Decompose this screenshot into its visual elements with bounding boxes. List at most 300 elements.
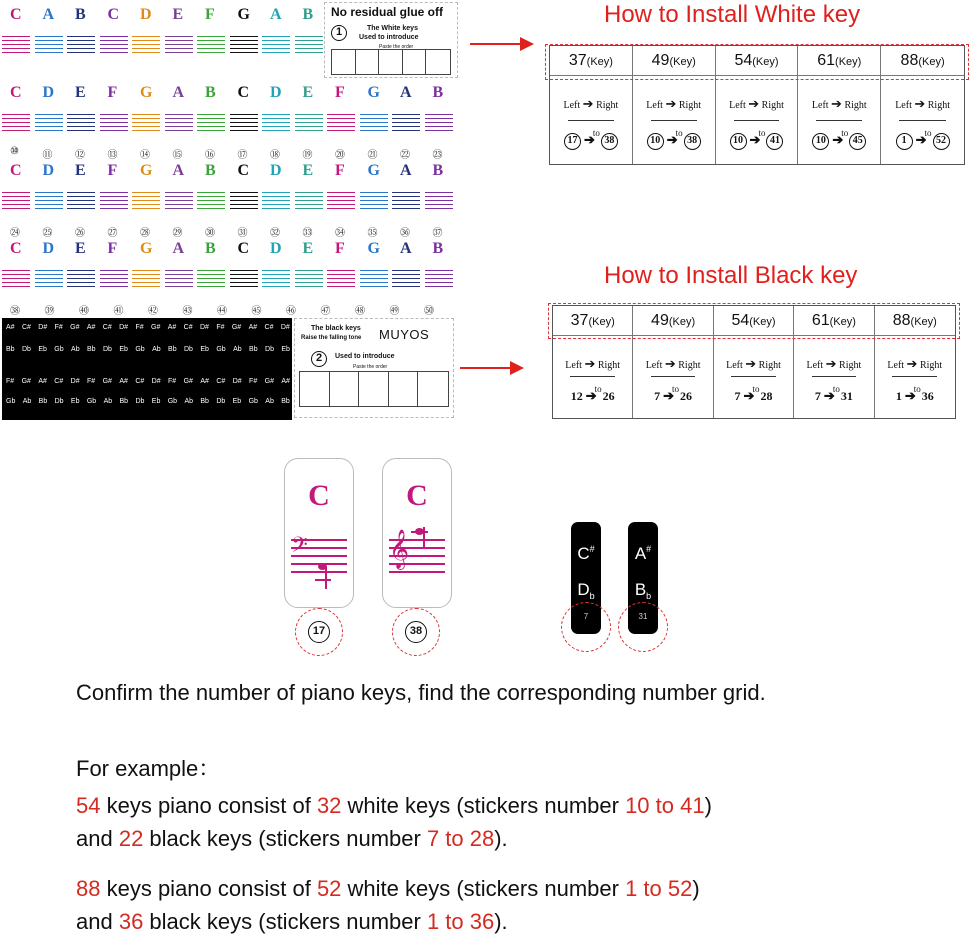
black-note-label: Eb bbox=[70, 398, 80, 405]
sticker-number: ㉖ bbox=[75, 228, 85, 239]
mini-staff bbox=[35, 114, 63, 132]
white-keys-card bbox=[324, 2, 458, 78]
bass-staff bbox=[291, 533, 347, 573]
sharp-label: C# bbox=[577, 544, 595, 563]
from-number: 7 bbox=[734, 389, 741, 403]
sticker-number: ㉘ bbox=[140, 228, 150, 239]
mini-staff bbox=[165, 114, 193, 132]
black-note-label: Bb bbox=[6, 346, 15, 353]
mini-staff bbox=[100, 114, 128, 132]
key-count: 61(Key) bbox=[798, 46, 880, 76]
note-letter: F bbox=[107, 240, 118, 257]
key-count: 37(Key) bbox=[553, 306, 632, 336]
sticker-number: ㉗ bbox=[107, 228, 118, 239]
sticker-number: ㉑ bbox=[367, 150, 378, 161]
mini-staff bbox=[100, 270, 128, 288]
left-right-label: Left ➔ Right bbox=[887, 356, 943, 371]
sticker-number: ⑯ bbox=[205, 150, 215, 161]
black-sticker-number: 7 bbox=[583, 612, 589, 621]
arrow-right-icon: ➔ bbox=[664, 356, 676, 371]
white-sticker-number-ring bbox=[295, 608, 343, 656]
note-letter: A bbox=[172, 240, 185, 257]
flat-label: $D_b$ bbox=[577, 580, 595, 602]
example-54-line-1: 54 keys piano consist of 32 white keys (stickers number 10 to 41) bbox=[76, 793, 712, 818]
from-number: 7 bbox=[654, 389, 661, 403]
note-letter: G bbox=[367, 240, 380, 257]
black-note-label: C# bbox=[183, 324, 193, 331]
black-note-label: Ab bbox=[265, 398, 274, 405]
arrow-right-icon: ➔ bbox=[915, 132, 927, 147]
white-card-caption: Paste the order bbox=[379, 44, 414, 50]
black-note-label: C# bbox=[21, 324, 31, 331]
white-sticker-number: 17 bbox=[308, 621, 330, 643]
from-number: 17 bbox=[564, 133, 581, 150]
black-sticker-row bbox=[6, 398, 290, 405]
note-letter: E bbox=[75, 84, 86, 101]
mini-staff bbox=[392, 270, 420, 288]
note-letter: A bbox=[400, 84, 412, 101]
separator-line bbox=[734, 120, 780, 121]
black-note-label: F# bbox=[249, 378, 258, 385]
black-note-label: Ab bbox=[233, 346, 242, 353]
black-note-label: A# bbox=[38, 378, 47, 385]
mini-staff bbox=[230, 192, 258, 210]
black-note-label: Eb bbox=[281, 346, 290, 353]
black-note-label: Bb bbox=[200, 398, 209, 405]
mini-staff bbox=[197, 270, 225, 288]
sticker-number: ㊶ bbox=[113, 306, 124, 317]
black-sticker-number-ring bbox=[561, 602, 611, 652]
left-right-label: Left ➔ Right bbox=[563, 96, 619, 111]
black-note-label: Gb bbox=[216, 346, 226, 353]
to-number: 52 bbox=[933, 133, 950, 150]
note-letter: B bbox=[205, 240, 216, 257]
note-letter: E bbox=[75, 162, 86, 179]
sticker-number: ㉓ bbox=[432, 150, 443, 161]
black-note-label: Db bbox=[216, 398, 226, 405]
arrow-right-icon: ➔ bbox=[749, 132, 761, 147]
mini-staff bbox=[197, 36, 225, 54]
key-count: 54(Key) bbox=[714, 306, 793, 336]
to-number: 41 bbox=[766, 133, 783, 150]
separator-line bbox=[568, 120, 614, 121]
black-note-label: Bb bbox=[168, 346, 177, 353]
black-keys-card bbox=[294, 318, 454, 418]
from-number: 1 bbox=[895, 389, 902, 403]
instruction-line: Confirm the number of piano keys, find the corresponding number grid. bbox=[76, 680, 766, 705]
note-letter: E bbox=[302, 240, 314, 257]
note-letter: B bbox=[432, 240, 444, 257]
black-sticker-row bbox=[6, 346, 290, 353]
sticker-number: ㊻ bbox=[286, 306, 296, 317]
sticker-number: ㉒ bbox=[400, 150, 410, 161]
arrow-right-icon: ➔ bbox=[748, 96, 760, 111]
black-note-label: D# bbox=[151, 378, 161, 385]
white-card-subtitle: The White keys bbox=[367, 25, 418, 32]
black-sticker-row bbox=[6, 324, 290, 331]
key-count: 88(Key) bbox=[881, 46, 964, 76]
arrow-right-icon: ➔ bbox=[582, 96, 594, 111]
black-note-label: Db bbox=[184, 346, 193, 353]
black-card-heading: Used to introduce bbox=[335, 353, 395, 360]
sticker-range: 1 ➔$^{to}$ 36 bbox=[895, 384, 934, 403]
note-letter: C bbox=[237, 84, 250, 101]
black-note-label: G# bbox=[183, 378, 193, 385]
black-note-label: D# bbox=[70, 378, 80, 385]
mini-staff bbox=[2, 192, 30, 210]
arrow-right-icon: ➔ bbox=[906, 356, 918, 371]
arrow-to-black-table bbox=[460, 367, 522, 369]
black-note-label: Gb bbox=[54, 346, 64, 353]
separator-line bbox=[816, 120, 862, 121]
black-sticker-number-ring bbox=[618, 602, 668, 652]
mini-staff bbox=[132, 36, 160, 54]
mini-staff bbox=[197, 114, 225, 132]
note-letter: A bbox=[270, 6, 282, 23]
bass-clef-icon: 𝄢 bbox=[291, 533, 308, 563]
mini-staff bbox=[100, 36, 128, 54]
note-letter: F bbox=[335, 162, 345, 179]
from-number: 1 bbox=[896, 133, 913, 150]
note-letter: E bbox=[172, 6, 184, 23]
arrow-right-icon: ➔ bbox=[832, 132, 844, 147]
white-card-heading: Used to introduce bbox=[359, 34, 419, 41]
treble-clef-icon: 𝄞 bbox=[389, 529, 410, 569]
from-number: 7 bbox=[814, 389, 821, 403]
mini-staff bbox=[327, 270, 355, 288]
arrow-right-icon: ➔ bbox=[665, 96, 677, 111]
black-card-mini-table bbox=[299, 371, 449, 407]
mini-staff bbox=[35, 36, 63, 54]
mini-staff bbox=[132, 192, 160, 210]
white-sticker-number-ring bbox=[392, 608, 440, 656]
sticker-number: ㊺ bbox=[251, 306, 262, 317]
black-note-label: Eb bbox=[38, 346, 47, 353]
black-note-label: A# bbox=[167, 324, 177, 331]
sticker-range: 10 ➔$^{to}$ 38 bbox=[633, 132, 715, 150]
treble-staff bbox=[389, 529, 445, 573]
left-right-label: Left ➔ Right bbox=[729, 96, 784, 111]
black-note-label: C# bbox=[102, 324, 112, 331]
sticker-number: ⑩ bbox=[10, 146, 19, 157]
black-note-label: D# bbox=[38, 324, 48, 331]
sticker-number: ㉝ bbox=[302, 228, 313, 239]
mini-staff bbox=[425, 270, 453, 288]
sticker-range: 7 ➔$^{to}$ 26 bbox=[654, 384, 693, 403]
note-letter: B bbox=[432, 84, 444, 101]
black-note-label: D# bbox=[119, 324, 129, 331]
sticker-number: ⑰ bbox=[237, 150, 248, 161]
black-note-label: Gb bbox=[6, 398, 16, 405]
mini-staff bbox=[67, 114, 95, 132]
mini-staff bbox=[132, 114, 160, 132]
black-note-label: Gb bbox=[167, 398, 178, 405]
sticker-number: ㉚ bbox=[205, 228, 215, 239]
black-sticker-row bbox=[6, 378, 290, 385]
mini-staff bbox=[165, 270, 193, 288]
sticker-number: ㉙ bbox=[172, 228, 183, 239]
key-count: 37(Key) bbox=[550, 46, 632, 76]
black-note-label: G# bbox=[70, 324, 80, 331]
example-label: For example： bbox=[76, 756, 221, 781]
mini-staff bbox=[165, 192, 193, 210]
arrow-right-icon: ➔ bbox=[825, 356, 837, 371]
black-note-label: A# bbox=[248, 324, 258, 331]
left-right-label: Left ➔ Right bbox=[895, 96, 950, 111]
sticker-range: 1 ➔$^{to}$ 52 bbox=[881, 132, 964, 150]
sticker-number: ㊹ bbox=[217, 306, 227, 317]
sticker-range: 17 ➔$^{to}$ 38 bbox=[550, 132, 632, 150]
key-count: 61(Key) bbox=[794, 306, 873, 336]
sticker-number: ㊾ bbox=[389, 306, 400, 317]
mini-staff bbox=[2, 36, 30, 54]
black-install-heading: How to Install Black key bbox=[604, 262, 858, 289]
mini-staff bbox=[295, 36, 323, 54]
flat-label: $B_b$ bbox=[634, 580, 652, 602]
sticker-range: 10 ➔$^{to}$ 45 bbox=[798, 132, 880, 150]
sticker-number: ㉟ bbox=[367, 228, 378, 239]
sticker-number: ⑲ bbox=[302, 150, 313, 161]
note-letter: F bbox=[107, 84, 118, 101]
arrow-to-white-table bbox=[470, 43, 532, 45]
mini-staff bbox=[262, 114, 290, 132]
note-letter: G bbox=[140, 84, 153, 101]
sticker-range: 10 ➔$^{to}$ 41 bbox=[716, 132, 798, 150]
mini-staff bbox=[327, 192, 355, 210]
arrow-right-icon: ➔ bbox=[745, 356, 757, 371]
left-right-label: Left ➔ Right bbox=[811, 96, 867, 111]
white-sticker-treble bbox=[382, 458, 452, 608]
white-sticker-bass bbox=[284, 458, 354, 608]
black-note-label: C# bbox=[135, 378, 145, 385]
sticker-number: ⑫ bbox=[75, 150, 85, 161]
note-letter: G bbox=[140, 240, 153, 257]
note-letter: E bbox=[302, 162, 314, 179]
to-number: 28 bbox=[760, 389, 773, 403]
left-right-label: Left ➔ Right bbox=[565, 356, 621, 371]
mini-staff bbox=[295, 270, 323, 288]
sticker-number: ㉞ bbox=[335, 228, 345, 239]
mini-staff bbox=[35, 192, 63, 210]
arrow-right-icon: ➔ bbox=[584, 356, 596, 371]
black-note-label: Ab bbox=[22, 398, 32, 405]
mini-staff bbox=[262, 270, 290, 288]
black-note-label: Gb bbox=[135, 346, 145, 353]
example-88-line-2: and 36 black keys (stickers number 1 to 36). bbox=[76, 909, 508, 934]
black-table-highlight bbox=[548, 303, 960, 339]
mini-staff bbox=[2, 114, 30, 132]
arrow-right-icon: ➔ bbox=[666, 132, 678, 147]
sticker-letter: C bbox=[406, 479, 428, 512]
black-note-label: G# bbox=[21, 378, 31, 385]
to-number: 26 bbox=[680, 389, 693, 403]
note-letter: C bbox=[237, 162, 250, 179]
sticker-range: 12 ➔$^{to}$ 26 bbox=[570, 384, 615, 403]
left-right-label: Left ➔ Right bbox=[806, 356, 862, 371]
sticker-number: ㊲ bbox=[432, 228, 443, 239]
sticker-number: ㉕ bbox=[42, 228, 53, 239]
note-letter: C bbox=[10, 6, 22, 23]
note-letter: F bbox=[335, 240, 345, 257]
arrow-right-icon: ➔ bbox=[823, 388, 835, 403]
note-stem-icon bbox=[325, 567, 327, 589]
white-table-highlight bbox=[545, 44, 969, 80]
sticker-number: ㊼ bbox=[320, 306, 331, 317]
arrow-right-icon: ➔ bbox=[914, 96, 926, 111]
mini-staff bbox=[230, 36, 258, 54]
to-number: 38 bbox=[684, 133, 701, 150]
black-note-label: F# bbox=[216, 324, 225, 331]
black-note-label: A# bbox=[119, 378, 128, 385]
white-card-mini-table bbox=[331, 49, 451, 75]
separator-line bbox=[731, 376, 775, 377]
step-one-badge: 1 bbox=[331, 25, 347, 41]
mini-staff bbox=[392, 114, 420, 132]
sharp-label: A# bbox=[634, 544, 652, 563]
black-note-label: D# bbox=[199, 324, 209, 331]
ledger-line-icon bbox=[315, 579, 331, 581]
sticker-number: ⑬ bbox=[107, 150, 118, 161]
note-letter: E bbox=[302, 84, 314, 101]
left-right-label: Left ➔ Right bbox=[645, 356, 701, 371]
mini-staff bbox=[67, 192, 95, 210]
note-letter: E bbox=[75, 240, 86, 257]
note-letter: B bbox=[432, 162, 444, 179]
sticker-number: ㊸ bbox=[182, 306, 193, 317]
ledger-line-icon bbox=[411, 531, 428, 533]
separator-line bbox=[892, 376, 937, 377]
sticker-number: ㊷ bbox=[148, 306, 158, 317]
sticker-range: 7 ➔$^{to}$ 28 bbox=[734, 384, 773, 403]
sticker-number: ㉜ bbox=[270, 228, 280, 239]
mini-staff bbox=[392, 192, 420, 210]
mini-staff bbox=[295, 114, 323, 132]
sticker-number: ㉛ bbox=[237, 228, 248, 239]
mini-staff bbox=[67, 36, 95, 54]
sticker-number: ㊳ bbox=[10, 306, 20, 317]
sticker-number: ㉔ bbox=[10, 228, 20, 239]
left-right-label: Left ➔ Right bbox=[646, 96, 702, 111]
black-note-label: Db bbox=[102, 346, 112, 353]
mini-staff bbox=[360, 270, 388, 288]
note-letter: A bbox=[172, 162, 185, 179]
black-note-label: A# bbox=[200, 378, 209, 385]
mini-staff bbox=[425, 114, 453, 132]
note-letter: C bbox=[10, 162, 22, 179]
note-letter: D bbox=[42, 162, 55, 179]
separator-line bbox=[651, 376, 695, 377]
note-letter: A bbox=[400, 162, 412, 179]
mini-staff bbox=[360, 192, 388, 210]
mini-staff bbox=[35, 270, 63, 288]
note-letter: C bbox=[10, 84, 22, 101]
black-note-label: Ab bbox=[152, 346, 161, 353]
sticker-number: ⑭ bbox=[140, 150, 150, 161]
black-note-label: D# bbox=[280, 324, 290, 331]
black-note-label: F# bbox=[135, 324, 144, 331]
to-number: 38 bbox=[601, 133, 618, 150]
black-note-label: C# bbox=[264, 324, 274, 331]
black-note-label: Db bbox=[21, 346, 31, 353]
note-letter: B bbox=[75, 6, 86, 23]
note-letter: D bbox=[270, 240, 282, 257]
note-letter: D bbox=[270, 162, 282, 179]
separator-line bbox=[899, 120, 945, 121]
mini-staff bbox=[67, 270, 95, 288]
note-letter: F bbox=[205, 6, 215, 23]
black-note-label: Db bbox=[265, 346, 274, 353]
black-note-label: G# bbox=[102, 378, 112, 385]
key-count: 54(Key) bbox=[716, 46, 798, 76]
key-count: 88(Key) bbox=[875, 306, 955, 336]
black-note-label: Gb bbox=[86, 398, 97, 405]
black-card-caption: Paste the order bbox=[353, 364, 388, 370]
arrow-right-icon: ➔ bbox=[904, 388, 916, 403]
arrow-right-icon: ➔ bbox=[743, 388, 755, 403]
note-letter: D bbox=[270, 84, 282, 101]
black-note-label: Eb bbox=[200, 346, 209, 353]
mini-staff bbox=[197, 192, 225, 210]
separator-line bbox=[570, 376, 614, 377]
mini-staff bbox=[2, 270, 30, 288]
note-letter: C bbox=[237, 240, 250, 257]
black-note-label: Bb bbox=[119, 398, 129, 405]
sticker-number: ⑮ bbox=[172, 150, 183, 161]
note-letter: B bbox=[205, 84, 216, 101]
mini-staff bbox=[165, 36, 193, 54]
white-install-heading: How to Install White key bbox=[604, 1, 861, 28]
black-note-label: Eb bbox=[151, 398, 161, 405]
sticker-number: ㊿ bbox=[424, 306, 434, 317]
black-note-label: F# bbox=[54, 324, 63, 331]
note-letter: A bbox=[400, 240, 412, 257]
example-54-line-2: and 22 black keys (stickers number 7 to 28). bbox=[76, 826, 508, 851]
mini-staff bbox=[262, 192, 290, 210]
black-note-label: G# bbox=[264, 378, 274, 385]
black-note-label: Gb bbox=[248, 398, 258, 405]
from-number: 10 bbox=[730, 133, 747, 150]
sticker-number: ㊴ bbox=[44, 306, 55, 317]
note-letter: G bbox=[367, 84, 380, 101]
black-note-label: G# bbox=[151, 324, 161, 331]
black-key-sticker-strip bbox=[2, 318, 292, 420]
black-note-label: D# bbox=[232, 378, 242, 385]
note-letter: B bbox=[302, 6, 314, 23]
black-note-label: Ab bbox=[184, 398, 193, 405]
key-count: 49(Key) bbox=[633, 306, 712, 336]
black-note-label: Bb bbox=[87, 346, 96, 353]
black-note-label: Db bbox=[135, 398, 145, 405]
note-letter: A bbox=[42, 6, 55, 23]
sticker-number: ⑱ bbox=[270, 150, 280, 161]
black-note-label: A# bbox=[281, 378, 290, 385]
note-letter: F bbox=[335, 84, 345, 101]
note-letter: B bbox=[205, 162, 216, 179]
from-number: 12 bbox=[570, 389, 583, 403]
from-number: 10 bbox=[647, 133, 664, 150]
to-number: 36 bbox=[921, 389, 934, 403]
black-note-label: C# bbox=[54, 378, 64, 385]
mini-staff bbox=[425, 192, 453, 210]
black-note-label: Bb bbox=[38, 398, 48, 405]
sticker-number: ⑳ bbox=[335, 150, 345, 161]
arrow-right-icon: ➔ bbox=[585, 388, 597, 403]
black-note-label: A# bbox=[86, 324, 96, 331]
separator-line bbox=[651, 120, 697, 121]
glue-title: No residual glue off bbox=[331, 5, 444, 19]
sticker-number: ⑪ bbox=[42, 150, 53, 161]
black-card-subtitle-2: Raise the falling tone bbox=[301, 335, 362, 341]
